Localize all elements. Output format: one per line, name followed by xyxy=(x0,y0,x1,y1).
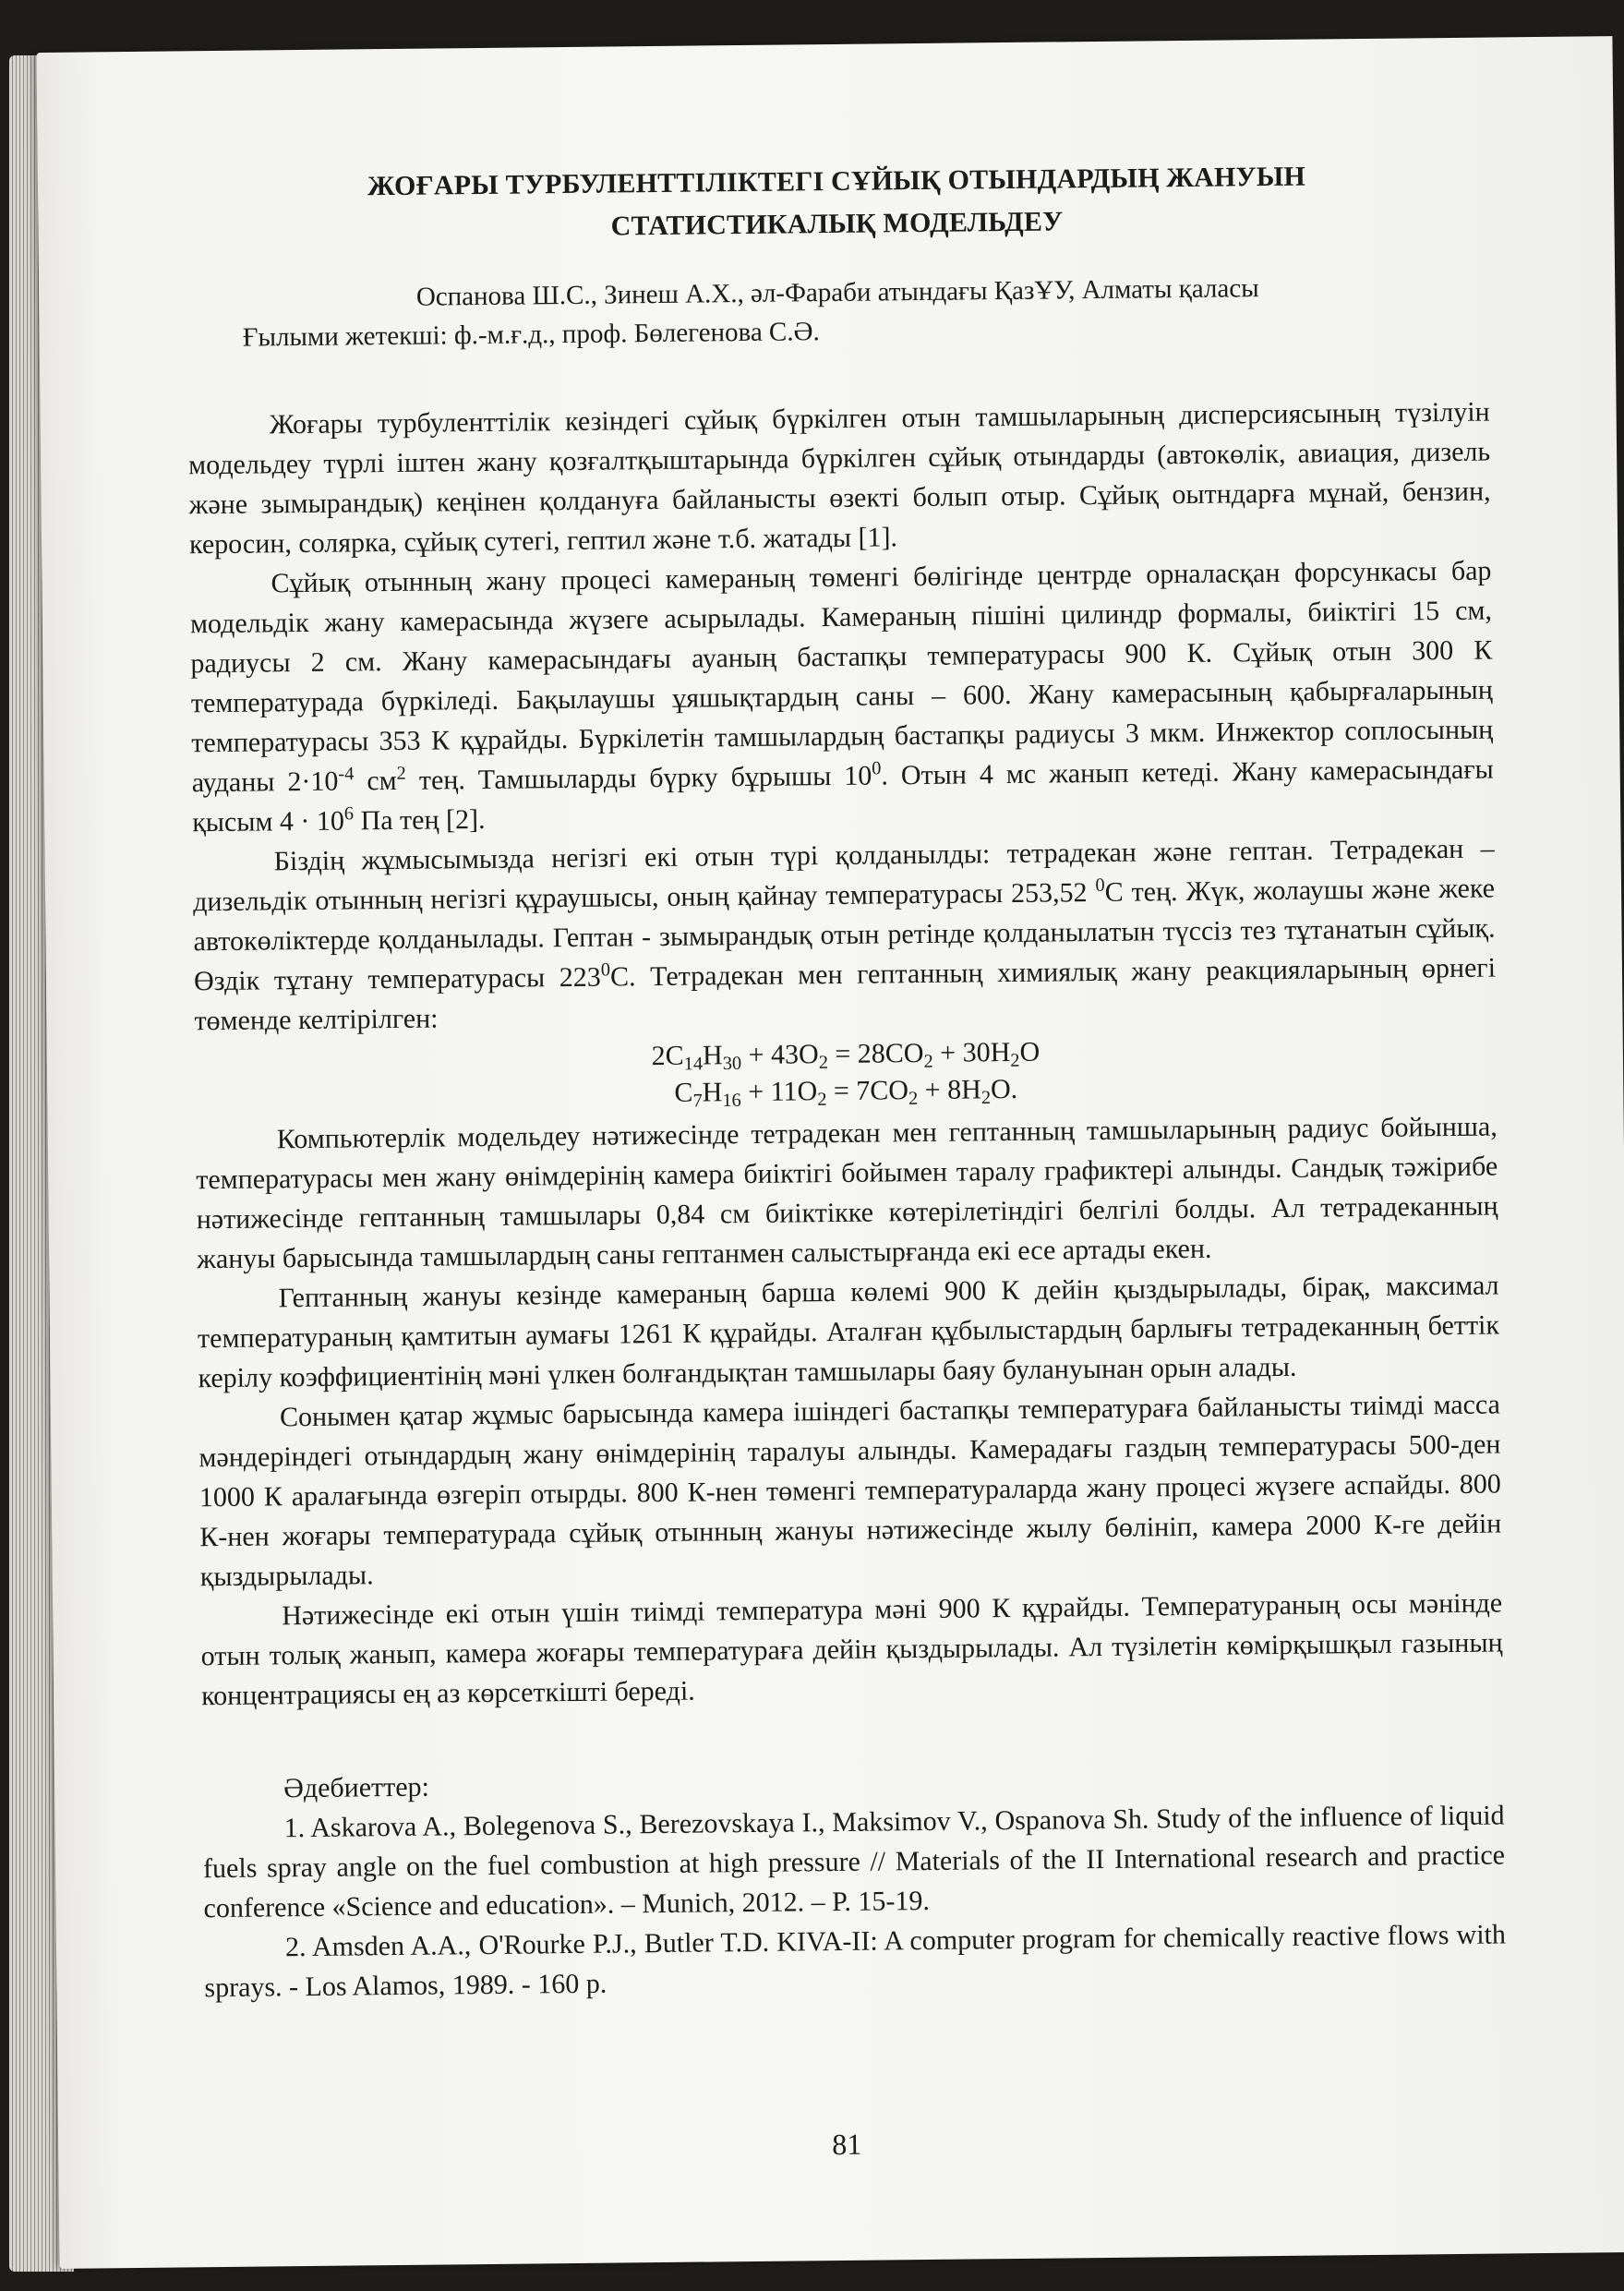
page-title xyxy=(186,154,1488,253)
paragraph-6: Сонымен қатар жұмыс барысында камера ішіндегі бастапқы температураға байланысты тиімді масса мәндеріндегі отындардың жану өнімдерінің таралуы алынды. Камерадағы газдың температурасы 500-ден 1000 К аралағында өзгеріп отырды. 800 К-нен төменгі температураларда жану процесі жүзеге аспайды. 800 К-нен жоғары температурада сұйық отынның жануы нәтижесінде жылу бөлініп, камера 2000 К-ге дейін қыздырылады. xyxy=(198,1389,1502,1593)
advisor-line: Ғылыми жетекші: ф.-м.ғ.д., проф. Бөлегенова С.Ә. xyxy=(242,317,820,353)
book-page xyxy=(36,36,1624,2269)
title-line-1: ЖОҒАРЫ ТУРБУЛЕНТТІЛІКТЕГІ СҰЙЫҚ ОТЫНДАРДЫҢ ЖАНУЫН xyxy=(367,161,1306,202)
paragraph-2: Сұйық отынның жану процесі камераның төменгі бөлігінде центрде орналасқан форсункасы бар модельдік жану камерасында жүзеге асырылады. Камераның пішіні цилиндр формалы, биіктігі 15 см, радиусы 2 см. Жану камерасындағы ауаның бастапқы температурасы 900 К. Сұйық отын 300 К температурада бүркіледі. Бақылаушы ұяшықтардың саны – 600. Жану камерасының қабырғаларының температурасы 353 К құрайды. Бүркілетін тамшылардың бастапқы радиусы 3 мкм. Инжектор соплосының ауданы $2\cdot 10^{-4}$ $см^2$ тең. Тамшыларды бүрку бұрышы $10^0$. Отын 4 мс жанып кетеді. Жану камерасындағы қысым $4 \cdot 10^6$ Па тең [2]. xyxy=(189,555,1494,838)
paragraph-5: Гептанның жануы кезінде камераның барша көлемі 900 К дейін қыздырылады, бірақ, максимал температураның қамтитын аумағы 1261 К құрайды. Аталған құбылыстардың барлығы тетрадеканның беттік керілу коэффициентінің мәні үлкен болғандықтан тамшылары баяу булануынан орын алады. xyxy=(197,1270,1500,1394)
paragraph-4: Компьютерлік модельдеу нәтижесінде тетрадекан мен гептанның тамшыларының радиус бойынша, температурасы мен жану өнімдерінің камера биіктігі бойымен таралу графиктері алынды. Сандық тәжірибе нәтижесінде гептанның тамшылары 0,84 см биіктікке көтерілетіндігі белгілі болды. Ал тетрадеканның жануы барысында тамшылардың саны гептанмен салыстырғанда екі есе артады екен. xyxy=(196,1111,1498,1275)
reference-item-2: 2. Amsden A.A., O'Rourke P.J., Butler T.D. KIVA-II: A computer program for chemically reactive flows with sprays. - Los Alamos, 1989. - 160 p. xyxy=(204,1919,1507,2004)
authors-line: Оспанова Ш.С., Зинеш А.Х., әл-Фараби атындағы ҚазҰУ, Алматы қаласы xyxy=(415,273,1259,312)
references-heading: Әдебиеттер: xyxy=(283,1771,430,1804)
reference-item-1: 1. Askarova A., Bolegenova S., Berezovskaya I., Maksimov V., Ospanova Sh. Study of the influence of liquid fuels spray angle on the fuel combustion at high pressure // Materials of the II International research and practice conference «Science and education». – Munich, 2012. – P. 15-19. xyxy=(202,1800,1506,1924)
paragraph-3: Біздің жұмысымызда негізгі екі отын түрі қолданылды: тетрадекан және гептан. Тетрадекан – дизельдік отынның негізгі құраушысы, оның қайнау температурасы 253,52 $^0$С тең. Жүк, жолаушы және жеке автокөліктерде қолданылады. Гептан - зымырандық отын ретінде қолданылатын түссіз тез тұтанатын сұйық. Өздік тұтану температурасы $223^0С$. Тетрадекан мен гептанның химиялық жану реакцияларының өрнегі төменде келтірілген: xyxy=(192,833,1497,1037)
paragraph-7: Нәтижесінде екі отын үшін тиімді температура мәні 900 К құрайды. Температураның осы мәнінде отын толық жанып, камера жоғары температураға дейін қыздырылады. Ал түзілетін көмірқышқыл газының концентрациясы ең аз көрсеткішті береді. xyxy=(200,1587,1503,1712)
page-content xyxy=(186,154,1507,2008)
page-number: 81 xyxy=(832,2127,862,2162)
title-line-2: СТАТИСТИКАЛЫҚ МОДЕЛЬДЕУ xyxy=(610,206,1064,242)
formula-tetradecane: $2C_{14}H_{30} + 43O_2 = 28CO_2 + 30H_2O$ xyxy=(651,1036,1041,1075)
paragraph-1: Жоғары турбуленттілік кезіндегі сұйық бүркілген отын тамшыларының дисперсиясының түзілуін модельдеу түрлі іштен жану қозғалтқыштарында бүркілген сұйық отындарды (автокөлік, авиация, дизель және зымырандық) кеңінен қолдануға байланысты өзекті болып отыр. Сұйық оытндарға мұнай, бензин, керосин, солярка, сұйық сутегі, гептил және т.б. жатады [1]. xyxy=(187,396,1491,561)
reaction-formulas xyxy=(195,1030,1498,1117)
formula-heptane: $C_7H_{16} + 11O_2 = 7CO_2 + 8H_2O$. xyxy=(674,1073,1018,1112)
